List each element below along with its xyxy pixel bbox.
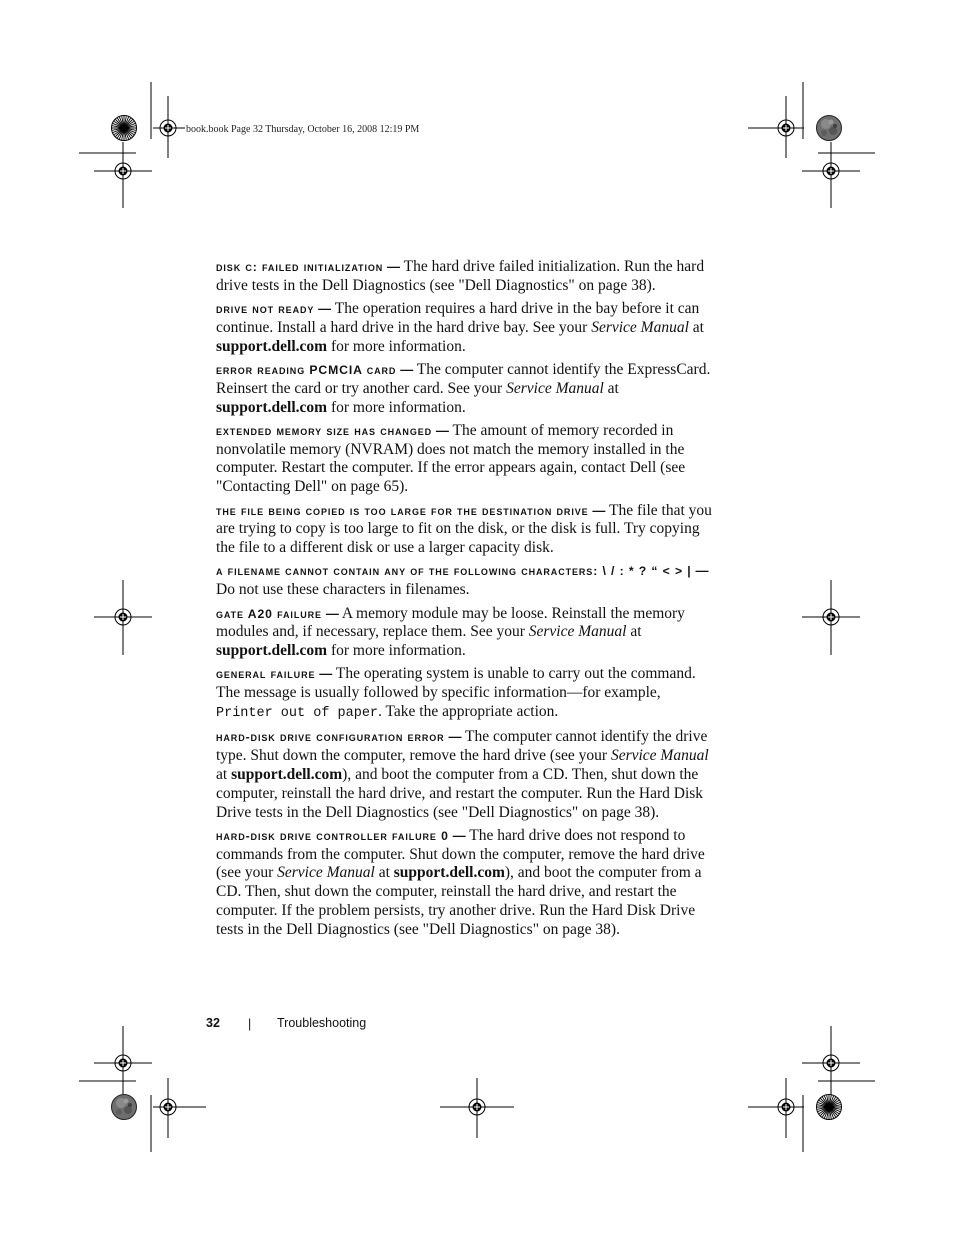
term-part: gate	[216, 606, 248, 621]
term-part: PCMCIA	[309, 362, 363, 377]
entry-description: . Take the appropriate action.	[378, 703, 559, 721]
term-part: 0	[441, 828, 449, 843]
em-dash: —	[400, 361, 414, 377]
entry-description: Do not use these characters in filenames.	[216, 581, 470, 599]
code-sample: Printer out of paper	[216, 706, 379, 722]
em-dash: —	[319, 666, 333, 682]
entry-extended-memory	[216, 422, 716, 497]
term-part: A20	[247, 606, 273, 621]
service-manual-ref: Service Manual	[528, 623, 627, 641]
term-part: error reading	[216, 362, 310, 377]
entry-description: The computer cannot identify the drive type. Shut down the computer, remove the hard drive (see your	[216, 728, 708, 765]
entry-description: for more information.	[327, 337, 466, 355]
term-part: card	[362, 362, 397, 377]
entry-description: The hard drive does not respond to commands from the computer. Shut down the computer, remove the hard drive (see your	[216, 826, 705, 882]
entry-description: The hard drive failed initialization. Run the hard drive tests in the Dell Diagnostics (see "Dell Diagnostics" on page 38).	[216, 258, 705, 294]
entry-description: The computer cannot identify the ExpressCard. Reinsert the card or try another card. See your	[216, 360, 711, 397]
entry-description: at	[688, 318, 704, 336]
service-manual-ref: Service Manual	[610, 747, 709, 765]
em-dash: —	[387, 259, 401, 274]
section-title: Troubleshooting	[277, 1016, 367, 1030]
entry-hdd-controller-failure	[216, 827, 716, 940]
em-dash: —	[448, 729, 462, 745]
entry-description: for more information.	[327, 642, 466, 660]
entry-error-reading-pcmcia	[216, 361, 716, 417]
entry-filename-characters	[216, 562, 716, 600]
support-link[interactable]: support.dell.com	[216, 337, 328, 355]
term-part: failure	[272, 606, 322, 621]
entry-term: disk c: failed initialization	[216, 260, 384, 274]
footer-separator: |	[248, 1017, 252, 1031]
em-dash: —	[452, 827, 466, 843]
entry-hdd-config-error	[216, 728, 716, 822]
em-dash: —	[592, 502, 606, 518]
entry-term	[216, 363, 396, 377]
entry-description: for more information.	[327, 398, 466, 416]
entry-term	[216, 829, 449, 843]
em-dash: —	[318, 301, 332, 317]
entry-term: extended memory size has changed	[216, 423, 433, 438]
support-link[interactable]: support.dell.com	[216, 398, 328, 416]
entry-description: ), and boot the computer from a CD. Then, shut down the computer, reinstall the hard drive, and restart the computer. Run the Hard Disk Drive tests in the Dell Diagnostics (see "Dell Diagnostics" on page 38).	[216, 765, 704, 821]
entry-description: at	[603, 379, 619, 397]
entry-drive-not-ready	[216, 300, 716, 356]
entry-term: drive not ready	[216, 302, 315, 317]
em-dash: —	[325, 605, 339, 621]
entry-term	[216, 607, 322, 621]
entry-description: A memory module may be loose. Reinstall the memory modules and, if necessary, replace them. See your	[216, 604, 685, 641]
service-manual-ref: Service Manual	[277, 864, 375, 882]
term-part: hard-disk drive controller failure	[216, 828, 442, 843]
page-number: 32	[206, 1016, 220, 1030]
entry-term: hard-disk drive configuration error	[216, 730, 445, 745]
entry-term: a filename cannot contain any of the following characters: \ / : * ? “ < > |	[216, 564, 692, 579]
em-dash: —	[435, 422, 449, 438]
error-message-list	[216, 258, 716, 944]
em-dash: —	[695, 563, 709, 579]
entry-description: The file that you are trying to copy is too large to fit on the disk, or the disk is full. Try copying the file to a different disk or use a larger capacity disk.	[216, 501, 712, 557]
entry-general-failure	[216, 665, 716, 723]
entry-term: the file being copied is too large for the destination drive	[216, 503, 589, 518]
entry-gate-a20	[216, 605, 716, 661]
entry-description: The operation requires a hard drive in the bay before it can continue. Install a hard drive in the hard drive bay. See your	[216, 300, 700, 336]
entry-term: general failure	[216, 667, 316, 682]
service-manual-ref: Service Manual	[591, 318, 689, 336]
entry-file-too-large	[216, 502, 716, 558]
entry-description: at	[626, 623, 642, 641]
service-manual-ref: Service Manual	[506, 379, 604, 397]
support-link[interactable]: support.dell.com	[393, 864, 505, 882]
entry-description: ), and boot the computer from a CD. Then, shut down the computer, reinstall the hard drive, and restart the computer. If the problem persists, try another drive. Run the Hard Disk Drive tests in the Dell Diagnostics (see "Dell Diagnostics" on page 38).	[216, 864, 702, 938]
entry-description: at	[374, 864, 394, 882]
page-footer	[0, 1015, 954, 1035]
entry-description: at	[216, 765, 232, 783]
entry-description: The operating system is unable to carry out the command. The message is usually followed by specific information—for example,	[216, 665, 696, 702]
print-slug-header: book.book Page 32 Thursday, October 16, 2008 12:19 PM	[186, 124, 420, 135]
entry-description: The amount of memory recorded in nonvolatile memory (NVRAM) does not match the memory installed in the computer. Restart the computer. If the error appears again, contact Dell (see "Contacting Dell" on page 65).	[216, 421, 686, 496]
support-link[interactable]: support.dell.com	[231, 765, 343, 783]
entry-disk-c-failed	[216, 258, 716, 296]
support-link[interactable]: support.dell.com	[216, 642, 328, 660]
